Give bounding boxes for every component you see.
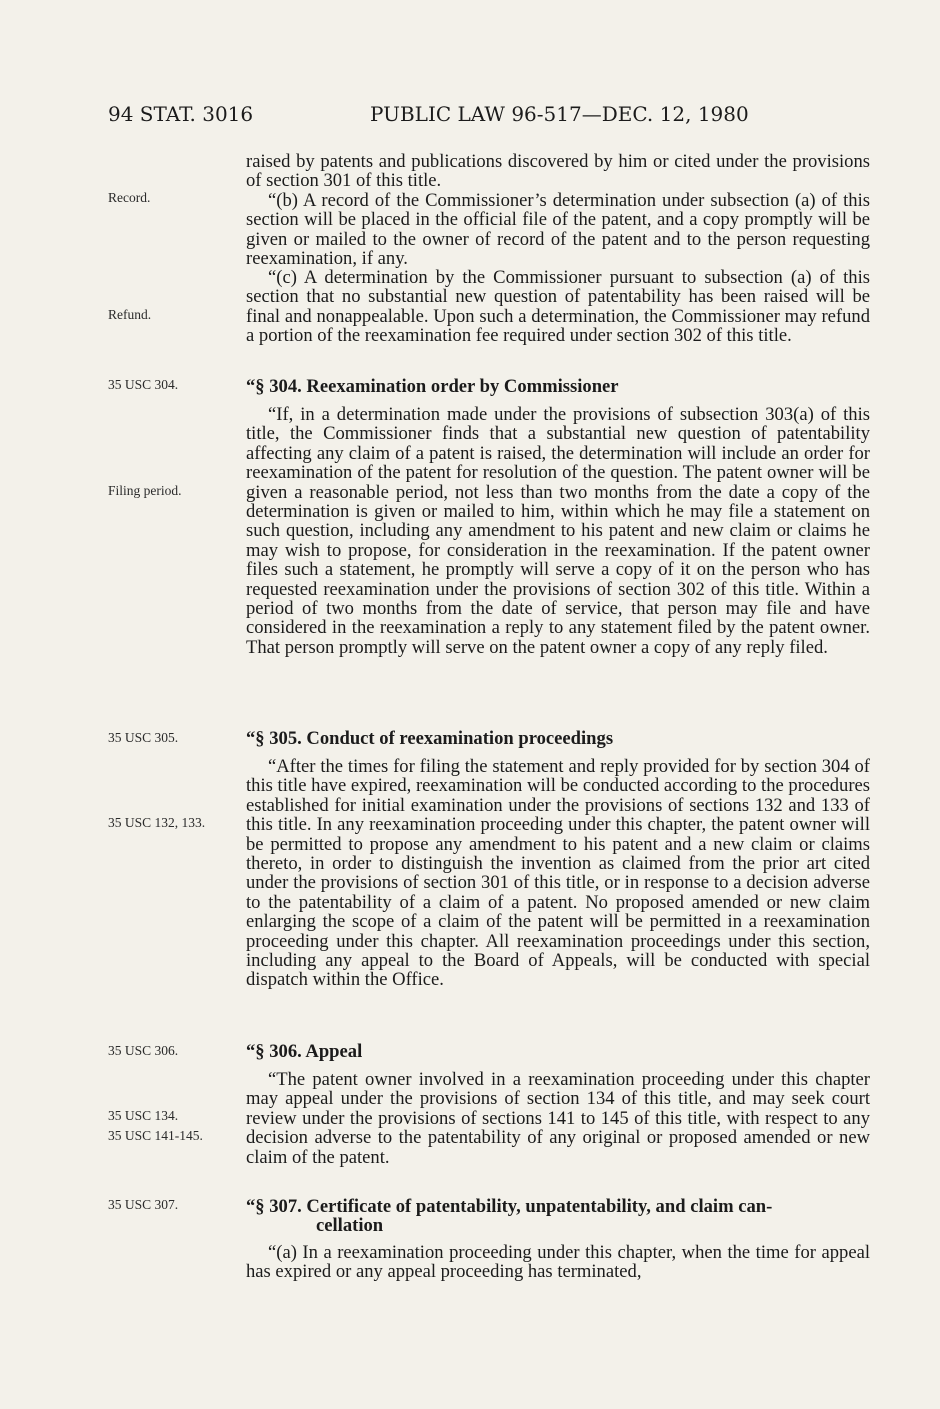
section-305-heading: “§ 305. Conduct of reexamination proceedings — [246, 728, 614, 749]
section-307-heading — [246, 1197, 870, 1236]
section-304-heading: “§ 304. Reexamination order by Commissioner — [246, 376, 619, 397]
margin-note-35-usc-306: 35 USC 306. — [108, 1043, 179, 1058]
public-law-reference: PUBLIC LAW 96-517—DEC. 12, 1980 — [370, 102, 749, 126]
section-307-heading-line-1: “§ 307. Certificate of patentability, unpatentability, and claim can- — [246, 1196, 773, 1217]
paragraph-subsection-c: “(c) A determination by the Commissioner pursuant to subsection (a) of this section that no substantial new question of patentability has been raised will be final and nonappealable. Upon such a determination, the Commissioner may refund a portion of the reexamination fee required under section 302 of this title. — [246, 267, 870, 347]
section-307-heading-line-2: cellation — [316, 1215, 384, 1237]
margin-note-35-usc-305: 35 USC 305. — [108, 730, 179, 745]
margin-note-35-usc-304: 35 USC 304. — [108, 377, 179, 392]
section-306-body: “The patent owner involved in a reexamination proceeding under this chapter may appeal under the provisions of section 134 of this title, and may seek court review under the provisions of sections 141 to 145 of this title, with respect to any decision adverse to the patentability of any original or proposed amended or new claim of the patent. — [246, 1069, 870, 1168]
page-header — [108, 102, 888, 130]
margin-note-35-usc-134: 35 USC 134. — [108, 1108, 179, 1123]
section-304-body: “If, in a determination made under the provisions of subsection 303(a) of this title, the Commissioner finds that a substantial new question of patentability affecting any claim of a patent is raised, the determination will include an order for reexamination of the patent for resolution of the question. The patent owner will be given a reasonable period, not less than two months from the date a copy of the determination is given or mailed to him, within which he may file a statement on such question, including any amendment to his patent and new claim or claims he may wish to propose, for consideration in the reexamination. If the patent owner files such a statement, he promptly will serve a copy of it on the person who has requested reexamination under the provisions of section 302 of this title. Within a period of two months from the date of service, that person may file and have considered in the reexamination a reply to any statement filed by the patent owner. That person promptly will serve on the patent owner a copy of any reply filed. — [246, 404, 870, 658]
margin-note-35-usc-307: 35 USC 307. — [108, 1197, 179, 1212]
section-306-heading: “§ 306. Appeal — [246, 1041, 363, 1062]
margin-note-record: Record. — [108, 190, 151, 205]
margin-note-35-usc-141-145: 35 USC 141-145. — [108, 1128, 203, 1143]
statute-reference: 94 STAT. 3016 — [108, 102, 254, 126]
section-305-body: “After the times for filing the statement and reply provided for by section 304 of this title have expired, reexamination will be conducted according to the procedures established for initial examination under the provisions of sections 132 and 133 of this title. In any reexamination proceeding under this chapter, the patent owner will be permitted to propose any amendment to his patent and a new claim or claims thereto, in order to distinguish the invention as claimed from the prior art cited under the provisions of section 301 of this title, or in response to a decision adverse to the patentability of a claim of a patent. No proposed amended or new claim enlarging the scope of a claim of the patent will be permitted in a reexamination proceeding under this chapter. All reexamination proceedings under this section, including any appeal to the Board of Appeals, will be conducted with special dispatch within the Office. — [246, 756, 870, 991]
section-307-subsection-a: “(a) In a reexamination proceeding under this chapter, when the time for appeal has expired or any appeal proceeding has terminated, — [246, 1242, 870, 1283]
paragraph-continuation: raised by patents and publications discovered by him or cited under the provisions of section 301 of this title. — [246, 151, 870, 192]
margin-note-35-usc-132-133: 35 USC 132, 133. — [108, 815, 206, 830]
margin-note-refund: Refund. — [108, 307, 152, 322]
paragraph-subsection-b: “(b) A record of the Commissioner’s determination under subsection (a) of this section will be placed in the official file of the patent, and a copy promptly will be given or mailed to the owner of record of the patent and to the person requesting reexamination, if any. — [246, 190, 870, 270]
margin-note-filing-period: Filing period. — [108, 483, 182, 498]
